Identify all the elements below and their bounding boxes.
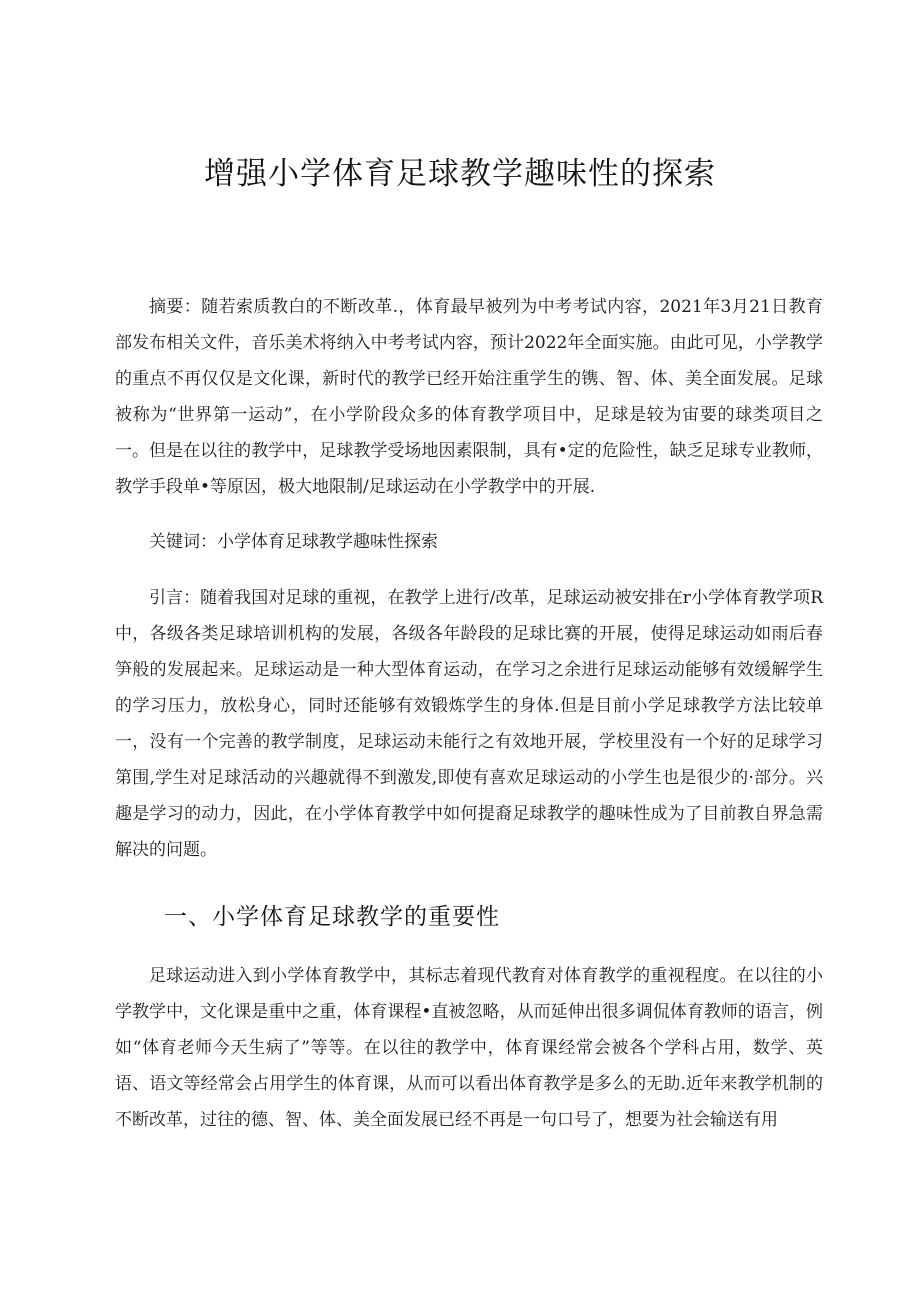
keywords-line: 关键词：小学体育足球教学趣味性探索 [149,532,438,552]
introduction-paragraph: 引言：随着我国对足球的重视，在教学上进行/改革，足球运动被安排在r小学体育教学项R中，各级各类足球培训机构的发展，各级各年龄段的足球比赛的开展，使得足球运动如雨后春笋般的发展起来。足球运动是一种大型体育运动，在学习之余进行足球运动能够有效缓解学生的学习压力，放松身心，同时还能够有效锻炼学生的身体.但是目前小学足球教学方法比较单一，没有一个完善的教学制度，足球运动未能行之有效地开展，学校里没有一个好的足球学习第围,学生对足球活动的兴趣就得不到激发,即使有喜欢足球运动的小学生也是很少的·部分。兴趣是学习的动力，因此，在小学体育教学中如何提裔足球教学的趣味性成为了目前教自界急需解决的问题。 [115,588,823,860]
abstract-paragraph: 摘要：随若索质教白的不断改革.，体育最早被列为中考考试内容，2021年3月21日教育部发布相关文件，音乐美术将纳入中考考试内容，预计2022年全面实施。由此可见，小学教学的重点不再仅仅是文化课，新时代的教学已经开始注重学生的镌、智、体、美全面发展。足球被称为“世界第一运动”，在小学阶段众多的体育教学项目中，足球是较为宙要的球类项目之一。但是在以往的教学中，足球教学受场地因素限制，具有•定的危险性，缺乏足球专业教师，教学手段单•等原因，极大地限制/足球运动在小学教学中的开展. [115,297,823,497]
section-heading: 一、小学体育足球教学的重要性 [164,904,500,930]
section-body-paragraph: 足球运动进入到小学体育教学中，其标志着现代教育对体育教学的重视程度。在以往的小学教学中，文化课是重中之重，体育课程•直被忽略，从而延伸出很多调侃体育教师的语言，例如“体育老师今天生病了”等等。在以往的教学中，体育课经常会被各个学科占用，数学、英语、语文等经常会占用学生的体育课，从而可以看出体育教学是多么的无助.近年来教学机制的不断改革，过往的德、智、体、美全面发展已经不再是一句口号了，想要为社会输送有用 [115,966,823,1130]
document-title: 增强小学体育足球教学趣味性的探索 [204,156,716,192]
